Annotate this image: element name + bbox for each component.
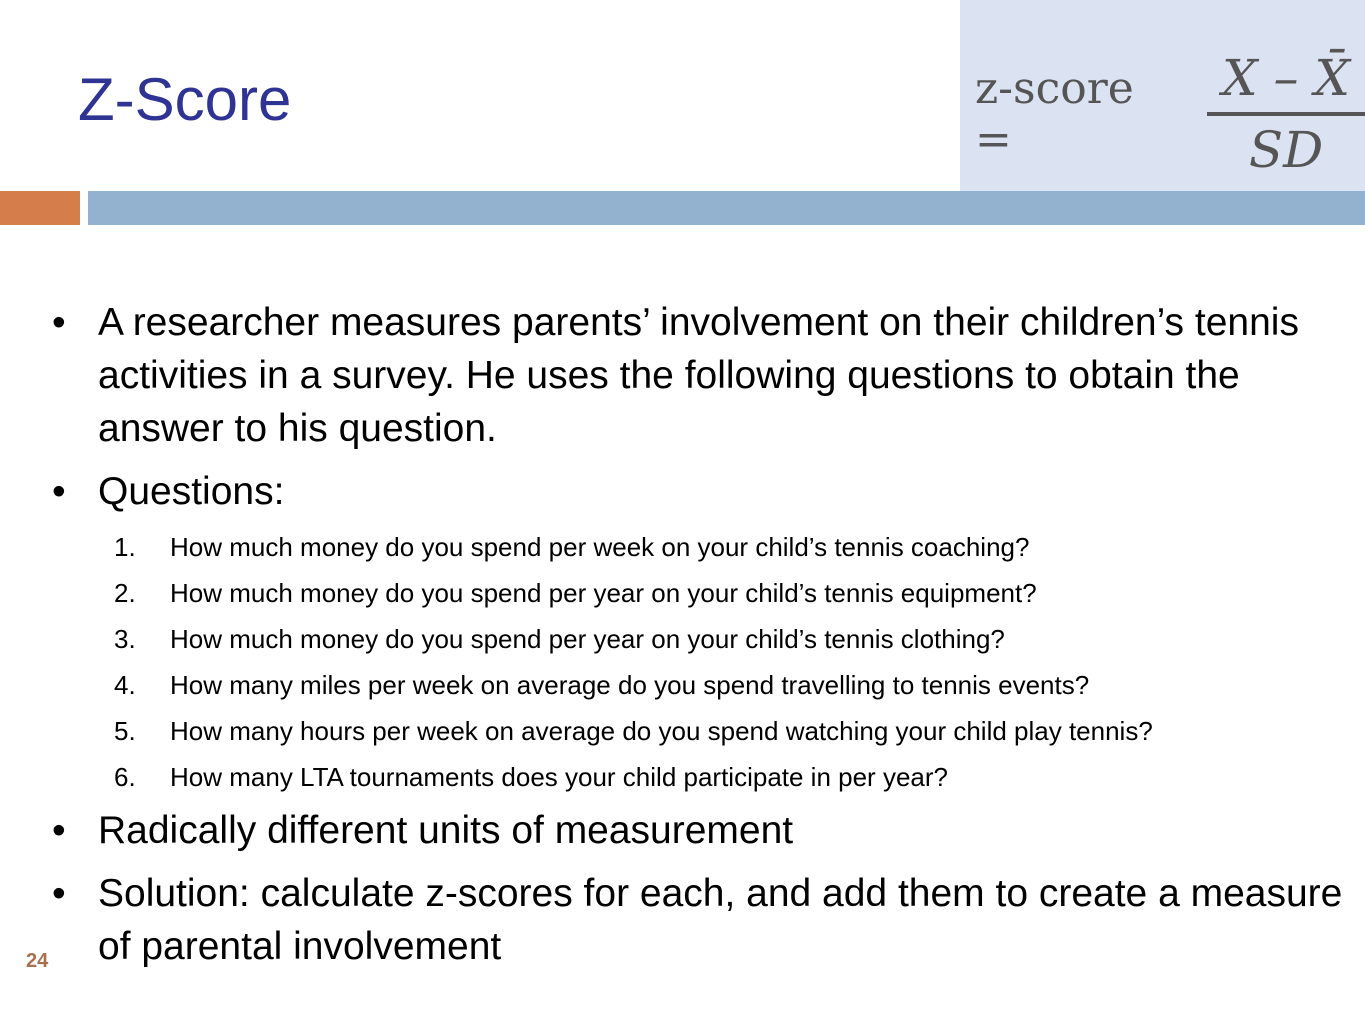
question-item bbox=[48, 712, 1348, 750]
question-item bbox=[48, 574, 1348, 612]
question-text: How much money do you spend per year on your child’s tennis clothing? bbox=[170, 624, 1005, 654]
question-item bbox=[48, 528, 1348, 566]
formula-lhs: z-score = bbox=[975, 63, 1134, 165]
question-text: How much money do you spend per week on your child’s tennis coaching? bbox=[170, 532, 1030, 562]
question-text: How much money do you spend per year on your child’s tennis equipment? bbox=[170, 578, 1037, 608]
question-text: How many LTA tournaments does your child participate in per year? bbox=[170, 762, 948, 792]
formula-fraction bbox=[1207, 48, 1365, 180]
question-number: 6. bbox=[114, 762, 136, 792]
question-number: 4. bbox=[114, 670, 136, 700]
page-number: 24 bbox=[26, 950, 49, 972]
accent-bar-orange bbox=[0, 191, 80, 225]
question-item bbox=[48, 666, 1348, 704]
formula-denominator: SD bbox=[1248, 121, 1324, 179]
question-number: 1. bbox=[114, 532, 136, 562]
question-text: How many hours per week on average do you spend watching your child play tennis? bbox=[170, 716, 1153, 746]
bullet-units: • Radically different units of measurement bbox=[48, 804, 1348, 857]
question-item bbox=[48, 758, 1348, 796]
fraction-bar bbox=[1207, 112, 1365, 116]
question-number: 3. bbox=[114, 624, 136, 654]
slide-body bbox=[48, 296, 1348, 983]
bullet-intro: • A researcher measures parents’ involvement on their children’s tennis activities in a survey. He uses the following questions to obtain the answer to his question. bbox=[48, 296, 1348, 455]
slide-title: Z-Score bbox=[78, 66, 292, 133]
accent-bar-blue bbox=[88, 191, 1365, 225]
questions-list bbox=[48, 528, 1348, 796]
question-text: How many miles per week on average do you spend travelling to tennis events? bbox=[170, 670, 1090, 700]
formula-numerator: X – X̄ bbox=[1222, 49, 1350, 107]
question-number: 2. bbox=[114, 578, 136, 608]
z-score-formula bbox=[975, 46, 1365, 182]
question-item bbox=[48, 620, 1348, 658]
bullet-solution: • Solution: calculate z-scores for each, and add them to create a measure of parental involvement bbox=[48, 867, 1348, 973]
question-number: 5. bbox=[114, 716, 136, 746]
bullet-questions-heading: • Questions: bbox=[48, 465, 1348, 518]
